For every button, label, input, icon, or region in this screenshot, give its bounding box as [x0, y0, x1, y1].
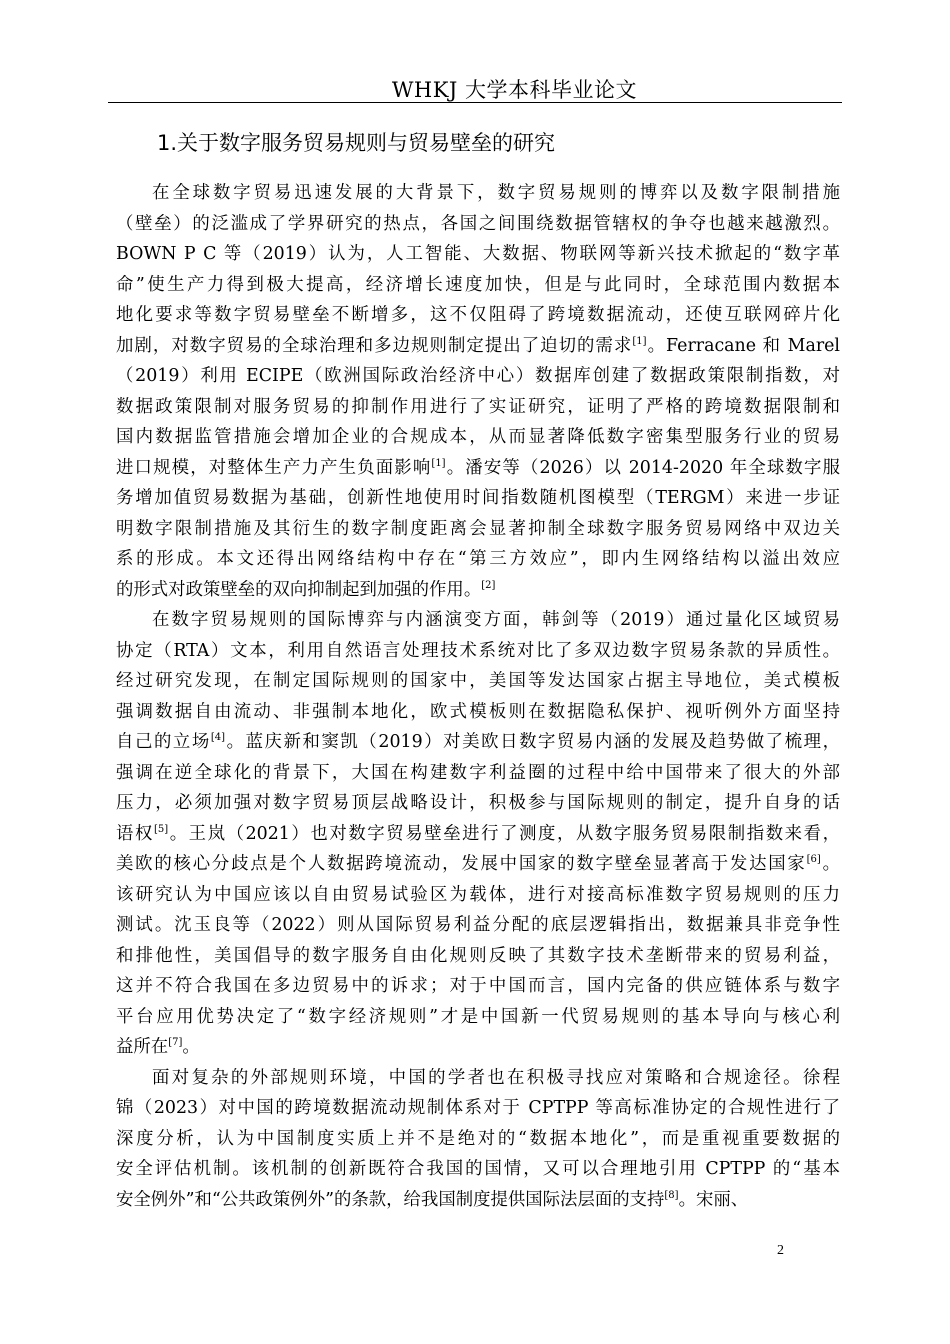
- text-line: 面对复杂的外部规则环境，中国的学者也在积极寻找应对策略和合规途径。徐程: [152, 1067, 840, 1088]
- text-line: 协定（RTA）文本，利用自然语言处理技术系统对比了多双边数字贸易条款的异质性。: [116, 640, 840, 661]
- text-line: 深度分析，认为中国制度实质上并不是绝对的“数据本地化”，而是重视重要数据的: [116, 1128, 840, 1149]
- text-line: 在全球数字贸易迅速发展的大背景下，数字贸易规则的博弈以及数字限制措施: [152, 183, 840, 203]
- section-title: 1.关于数字服务贸易规则与贸易壁垒的研究: [157, 131, 556, 155]
- text-line: 命”使生产力得到极大提高，经济增长速度加快，但是与此同时，全球范围内数据本: [116, 274, 840, 295]
- text-line: 地化要求等数字贸易壁垒不断增多，这不仅阻碍了跨境数据流动，还使互联网碎片化: [116, 305, 840, 325]
- text-line: 强调数据自由流动、非强制本地化，欧式模板则在数据隐私保护、视听例外方面坚持: [116, 701, 840, 722]
- text-line: 锦（2023）对中国的跨境数据流动规制体系对于 CPTPP 等高标准协定的合规性进行了: [116, 1098, 840, 1118]
- text-line: 明数字限制措施及其衍生的数字制度距离会显著抑制全球数字服务贸易网络中双边关: [116, 518, 840, 539]
- text-line: 自己的立场[4]。蓝庆新和窦凯（2019）对美欧日数字贸易内涵的发展及趋势做了梳理，: [116, 732, 840, 752]
- text-line: 加剧，对数字贸易的全球治理和多边规则制定提出了迫切的需求[1]。Ferracane 和 Marel: [116, 335, 840, 356]
- text-line: 进口规模，对整体生产力产生负面影响[1]。潘安等（2026）以 2014-2020 年全球数字服: [116, 457, 840, 478]
- text-line: 数据政策限制对服务贸易的抑制作用进行了实证研究，证明了严格的跨境数据限制和: [116, 396, 840, 417]
- text-line: 益所在[7]。: [116, 1037, 200, 1057]
- text-line: 经过研究发现，在制定国际规则的国家中，美国等发达国家占据主导地位，美式模板: [116, 671, 840, 691]
- text-line: 这并不符合我国在多边贸易中的诉求；对于中国而言，国内完备的供应链体系与数字: [116, 976, 840, 996]
- text-line: BOWN P C 等（2019）认为，人工智能、大数据、物联网等新兴技术掀起的“数字革: [116, 244, 840, 264]
- text-line: 安全例外”和“公共政策例外”的条款，给我国制度提供国际法层面的支持[8]。宋丽、: [116, 1189, 749, 1210]
- text-line: 安全评估机制。该机制的创新既符合我国的国情，又可以合理地引用 CPTPP 的“基本: [116, 1159, 840, 1179]
- text-line: 该研究认为中国应该以自由贸易试验区为载体，进行对接高标准数字贸易规则的压力: [116, 884, 840, 905]
- text-line: 和排他性，美国倡导的数字服务自由化规则反映了其数字技术垄断带来的贸易利益，: [116, 945, 840, 966]
- text-line: （壁垒）的泛滥成了学界研究的热点，各国之间围绕数据管辖权的争夺也越来越激烈。: [116, 213, 840, 234]
- text-line: 务增加值贸易数据为基础，创新性地使用时间指数随机图模型（TERGM）来进一步证: [116, 488, 840, 508]
- text-line: 国内数据监管措施会增加企业的合规成本，从而显著降低数字密集型服务行业的贸易: [116, 427, 840, 447]
- text-line: （2019）利用 ECIPE（欧洲国际政治经济中心）数据库创建了数据政策限制指数，对: [116, 366, 840, 386]
- text-line: 强调在逆全球化的背景下，大国在构建数字利益圈的过程中给中国带来了很大的外部: [116, 762, 840, 783]
- text-line: 测试。沈玉良等（2022）则从国际贸易利益分配的底层逻辑指出，数据兼具非竞争性: [116, 915, 840, 935]
- text-line: 平台应用优势决定了“数字经济规则”才是中国新一代贸易规则的基本导向与核心利: [116, 1006, 840, 1027]
- text-line: 系的形成。本文还得出网络结构中存在“第三方效应”，即内生网络结构以溢出效应: [116, 549, 840, 569]
- text-line: 在数字贸易规则的国际博弈与内涵演变方面，韩剑等（2019）通过量化区域贸易: [152, 610, 840, 630]
- text-line: 美欧的核心分歧点是个人数据跨境流动，发展中国家的数字壁垒显著高于发达国家[6]。: [116, 854, 840, 874]
- text-line: 压力，必须加强对数字贸易顶层战略设计，积极参与国际规则的制定，提升自身的话: [116, 793, 840, 813]
- text-line: 的形式对政策壁垒的双向抑制起到加强的作用。[2]: [116, 579, 496, 600]
- page-number: 2: [777, 1243, 784, 1258]
- text-line: 语权[5]。王岚（2021）也对数字贸易壁垒进行了测度，从数字服务贸易限制指数来看，: [116, 823, 840, 844]
- body-text: [116, 178, 840, 1215]
- page-header: [108, 70, 842, 103]
- header-title: WHKJ 大学本科毕业论文: [391, 78, 637, 102]
